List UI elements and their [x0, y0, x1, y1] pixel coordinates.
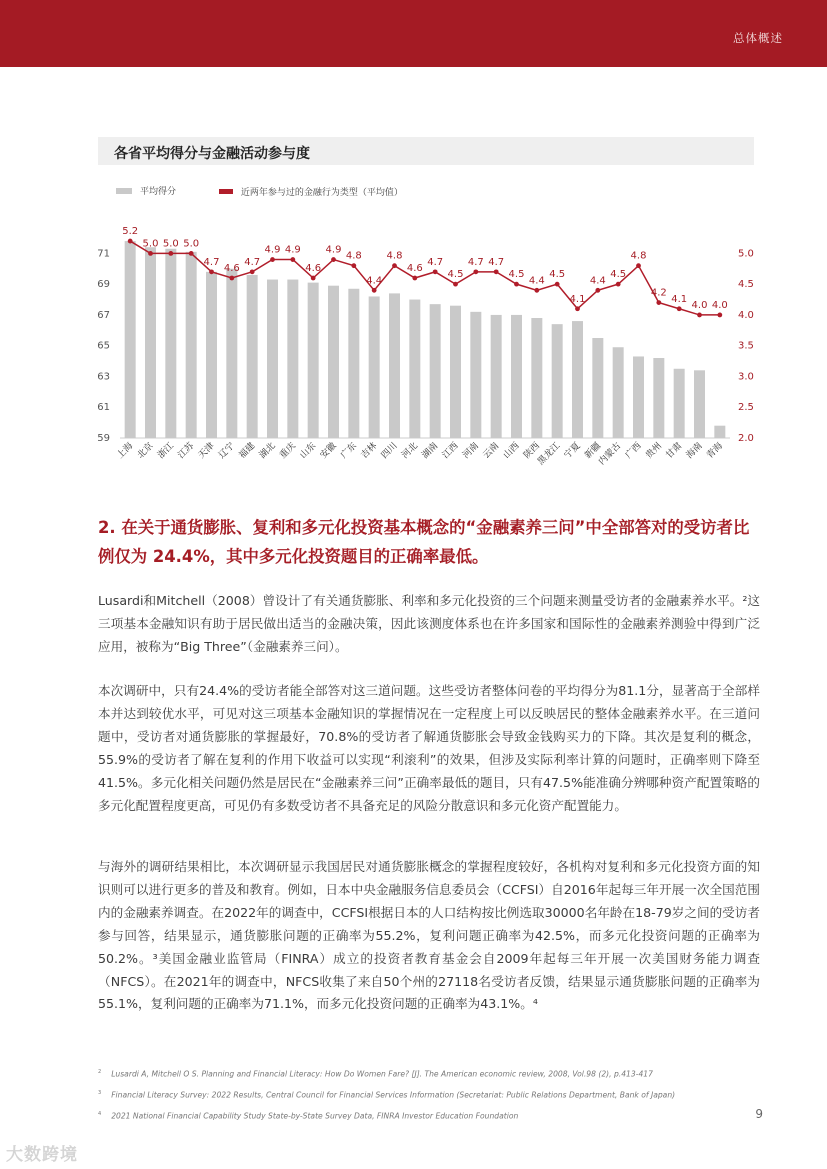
category-label: 河北: [400, 441, 420, 461]
bar: [531, 318, 542, 438]
category-label: 河南: [461, 441, 481, 461]
category-label: 宁夏: [562, 441, 583, 461]
data-label: 4.8: [345, 250, 362, 262]
right-tick-label: 3.0: [738, 371, 754, 383]
category-label: 云南: [481, 441, 502, 461]
paragraph-text: Lusardi和Mitchell（2008）曾设计了有关通货膨胀、利率和多元化投资的三个问题来测量受访者的金融素养水平。²这三项基本金融知识有助于居民做出适当的金融决策，因此该测度体系也在许多国家和国际性的金融素养测验中得到广泛应用，被称为“Big Three”（金融素养三问）。: [98, 593, 760, 654]
category-label: 广东: [339, 441, 359, 461]
header-bar: [0, 0, 827, 67]
line-point: [656, 300, 661, 305]
bar: [592, 338, 603, 438]
line-point: [595, 288, 600, 293]
bar: [287, 280, 298, 438]
legend-line-label: 近两年参与过的金融行为类型（平均值）: [240, 187, 403, 198]
line-point: [677, 306, 682, 311]
data-label: 4.8: [386, 250, 403, 262]
category-label: 贵州: [644, 441, 664, 461]
category-label: 北京: [135, 441, 156, 461]
category-label: 江苏: [176, 441, 197, 461]
legend-bar-label: 平均得分: [140, 187, 177, 197]
bar: [389, 293, 400, 438]
left-tick-label: 63: [97, 371, 110, 383]
paragraph-text: 与海外的调研结果相比，本次调研显示我国居民对通货膨胀概念的掌握程度较好，各机构对复利和多元化投资方面的知识则可以进行更多的普及和教育。例如，日本中央金融服务信息委员会（CCFSI）自2016年起每三年开展一次全国范围内的金融素养调查。在2022年的调查中，CCFSI根据日本的人口结构按比例选取30000名年龄在18-79岁之间的受访者参与回答，结果显示，通货膨胀问题的正确率为55.2%，复利问题正确率为42.5%，而多元化投资问题的正确率为50.2%。³美国金融业监管局（FINRA）成立的投资者教育基金会自2009年起每三年开展一次美国财务能力调查（NFCS）。在2021年的调查中，NFCS收集了来自50个州的27118名受访者反馈，结果显示通货膨胀问题的正确率为55.1%，复利问题的正确率为71.1%，而多元化投资问题的正确率为43.1%。⁴: [98, 859, 760, 1012]
data-label: 4.2: [650, 287, 667, 299]
data-label: 4.4: [366, 275, 383, 287]
category-label: 山东: [298, 441, 319, 461]
paragraph-2: [98, 680, 760, 817]
paragraph-1: [98, 590, 760, 659]
data-label: 4.8: [630, 250, 647, 262]
right-tick-label: 5.0: [738, 248, 754, 260]
category-label: 四川: [379, 441, 400, 461]
bar: [491, 315, 502, 438]
data-label: 4.7: [488, 256, 505, 268]
line-point: [433, 269, 438, 274]
category-label: 内蒙古: [597, 441, 624, 468]
bar: [206, 272, 217, 438]
data-label: 4.9: [325, 244, 342, 256]
watermark: 大数跨境: [6, 1145, 78, 1165]
line-point: [270, 257, 275, 262]
data-label: 5.0: [183, 238, 200, 250]
bar: [653, 358, 664, 438]
legend-bar-swatch: [116, 188, 132, 194]
category-label: 辽宁: [217, 441, 237, 461]
data-label: 4.7: [427, 256, 444, 268]
category-label: 江西: [440, 441, 461, 461]
data-label: 4.1: [671, 293, 688, 305]
bar: [572, 321, 583, 438]
data-label: 4.9: [264, 244, 281, 256]
bar-line-chart: [90, 220, 780, 475]
footnote: $^2$ Lusardi A, Mitchell O S. Planning and Financial Literacy: How Do Women Fare? [J]. The American economic review, 2008, Vol.98 (2), p.413-417: [98, 1069, 653, 1079]
bar: [369, 296, 380, 438]
bar: [308, 283, 319, 438]
right-tick-label: 4.0: [738, 309, 754, 321]
bar: [450, 306, 461, 438]
data-label: 5.0: [142, 238, 159, 250]
category-label: 湖南: [420, 441, 441, 461]
page-number: 9: [755, 1107, 763, 1121]
line-point: [189, 251, 194, 256]
line-point: [351, 263, 356, 268]
data-label: 4.4: [528, 275, 545, 287]
bar: [470, 312, 481, 438]
bar: [613, 347, 624, 438]
bar: [348, 289, 359, 438]
data-label: 4.5: [508, 269, 525, 281]
legend-line-swatch: [219, 189, 233, 194]
bar: [226, 269, 237, 438]
bar: [694, 370, 705, 438]
line-point: [575, 306, 580, 311]
bar: [714, 426, 725, 438]
line-point: [555, 282, 560, 287]
right-tick-label: 4.5: [738, 279, 754, 291]
bar: [328, 286, 339, 438]
category-label: 安徽: [318, 441, 339, 461]
left-tick-label: 67: [97, 309, 110, 321]
bar: [247, 275, 258, 438]
bar: [186, 252, 197, 438]
chart-legend: [116, 184, 443, 198]
category-label: 甘肃: [664, 441, 685, 461]
category-label: 上海: [115, 441, 136, 461]
footnotes: [98, 1063, 778, 1126]
chart-title: 各省平均得分与金融活动参与度: [114, 146, 310, 162]
chart-title-bar: [98, 137, 754, 165]
bar: [430, 304, 441, 438]
line-point: [514, 282, 519, 287]
category-label: 吉林: [359, 441, 380, 461]
data-label: 5.2: [122, 226, 139, 238]
bar: [409, 300, 420, 438]
left-tick-label: 71: [97, 248, 110, 260]
data-label: 4.7: [244, 256, 261, 268]
legend-item-line: [219, 185, 403, 198]
category-label: 青海: [705, 441, 725, 461]
data-label: 4.1: [569, 293, 586, 305]
footnote: $^4$ 2021 National Financial Capability Study State-by-State Survey Data, FINRA Investor Education Foundation: [98, 1111, 519, 1121]
data-label: 4.0: [691, 299, 708, 311]
line-point: [168, 251, 173, 256]
line-point: [616, 282, 621, 287]
paragraph-text: 本次调研中，只有24.4%的受访者能全部答对这三道问题。这些受访者整体问卷的平均得分为81.1分，显著高于全部样本并达到较优水平，可见对这三项基本金融知识的掌握情况在一定程度上可以反映居民的整体金融素养水平。在三道问题中，受访者对通货膨胀的掌握最好，70.8%的受访者了解通货膨胀会导致金钱购买力的下降。其次是复利的概念，55.9%的受访者了解在复利的作用下收益可以实现“利滚利”的效果，但涉及实际利率计算的问题时，正确率则下降至41.5%。多元化相关问题仍然是居民在“金融素养三问”正确率最低的题目，只有47.5%能准确分辨哪种资产配置策略的多元化配置程度更高，可见仍有多数受访者不具备充足的风险分散意识和多元化资产配置能力。: [98, 683, 760, 813]
category-label: 广西: [623, 441, 644, 461]
line-point: [717, 313, 722, 318]
line-point: [392, 263, 397, 268]
data-label: 4.4: [589, 275, 606, 287]
line-point: [209, 269, 214, 274]
line-point: [636, 263, 641, 268]
line-point: [331, 257, 336, 262]
data-label: 4.7: [203, 256, 220, 268]
bar: [552, 324, 563, 438]
category-label: 浙江: [156, 441, 176, 461]
line-point: [697, 313, 702, 318]
line-point: [473, 269, 478, 274]
category-label: 重庆: [278, 441, 298, 461]
left-tick-label: 65: [97, 340, 110, 352]
category-label: 黑龙江: [536, 441, 563, 468]
section-heading: 2. 在关于通货膨胀、复利和多元化投资基本概念的“金融素养三问”中全部答对的受访者比例仅为 24.4%，其中多元化投资题目的正确率最低。: [98, 518, 750, 566]
line-point: [290, 257, 295, 262]
section-label: 总体概述: [733, 31, 783, 45]
line-point: [372, 288, 377, 293]
bar: [125, 241, 136, 438]
right-tick-label: 3.5: [738, 340, 754, 352]
data-label: 4.5: [447, 269, 464, 281]
paragraph-3: [98, 856, 760, 1016]
line-point: [534, 288, 539, 293]
data-label: 4.5: [549, 269, 566, 281]
data-label: 4.5: [610, 269, 627, 281]
category-label: 陕西: [522, 441, 542, 461]
line-point: [148, 251, 153, 256]
line-point: [412, 276, 417, 281]
category-label: 天津: [196, 441, 217, 461]
category-label: 新疆: [583, 441, 603, 461]
line-point: [128, 239, 133, 244]
data-label: 4.0: [711, 299, 728, 311]
line-point: [250, 269, 255, 274]
line-point: [494, 269, 499, 274]
bar: [511, 315, 522, 438]
category-label: 海南: [684, 441, 705, 461]
data-label: 5.0: [162, 238, 179, 250]
data-label: 4.7: [467, 256, 484, 268]
bar: [674, 369, 685, 438]
legend-item-bar: [116, 184, 176, 197]
data-label: 4.6: [406, 263, 423, 274]
data-label: 4.6: [223, 263, 240, 274]
data-label: 4.6: [305, 263, 322, 274]
line-point: [453, 282, 458, 287]
right-tick-label: 2.0: [738, 433, 754, 444]
right-tick-label: 2.5: [738, 402, 754, 414]
bar: [633, 356, 644, 438]
category-label: 山西: [501, 441, 522, 461]
line-point: [229, 276, 234, 281]
data-label: 4.9: [284, 244, 301, 256]
footnote: $^3$ Financial Literacy Survey: 2022 Results, Central Council for Financial Services Information (Secretariat: Public Relations Department, Bank of Japan): [98, 1090, 676, 1100]
category-label: 湖北: [257, 441, 278, 461]
bar: [267, 280, 278, 438]
left-tick-label: 59: [97, 433, 110, 444]
category-label: 福建: [237, 441, 258, 461]
left-tick-label: 61: [97, 402, 110, 414]
bar: [145, 247, 156, 438]
line-point: [311, 276, 316, 281]
left-tick-label: 69: [97, 279, 110, 291]
bar: [165, 249, 176, 438]
